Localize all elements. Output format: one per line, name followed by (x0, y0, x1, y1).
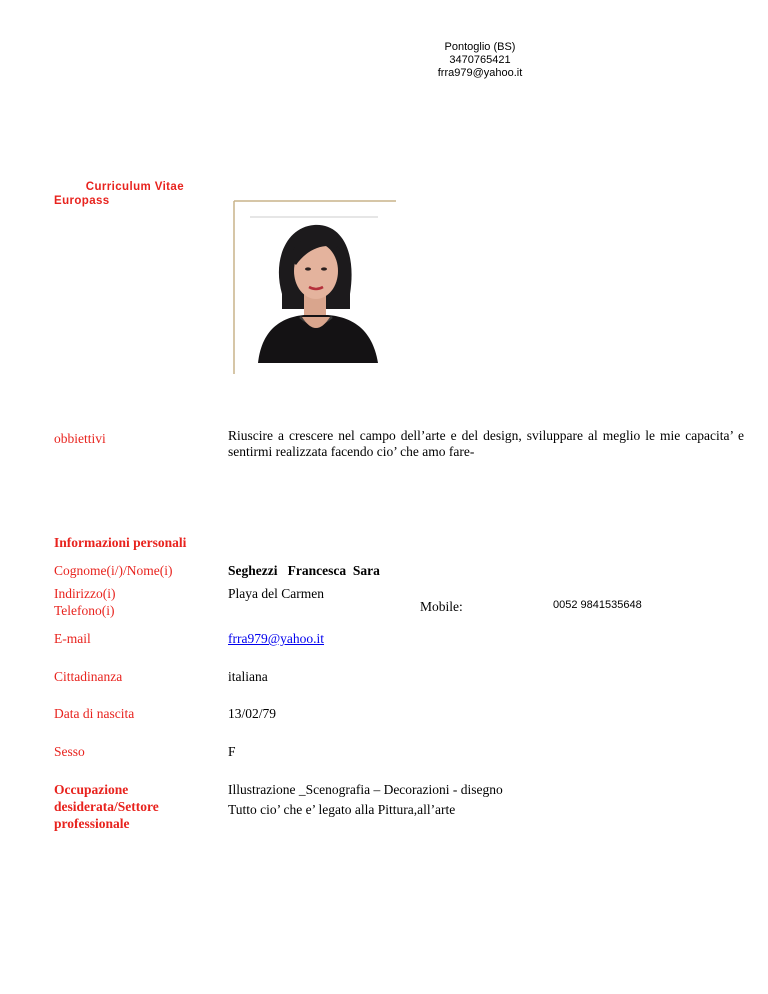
mobile-label: Mobile: (420, 599, 463, 614)
objectives-label: obbiettivi (54, 431, 106, 446)
sex-label: Sesso (54, 744, 85, 759)
occupation-label-line-3: professionale (54, 816, 130, 831)
header-city: Pontoglio (BS) (444, 41, 516, 53)
email-label: E-mail (54, 631, 91, 646)
objectives-text: Riuscire a crescere nel campo dell’arte e del design, sviluppare al meglio le mie capacita’ e sentirmi realizzata facendo cio’ che amo fare- (228, 428, 744, 459)
occupation-line-2: Tutto cio’ che e’ legato alla Pittura,all’arte (228, 802, 456, 817)
address-value: Playa del Carmen (228, 586, 324, 601)
occupation-label-line-2: desiderata/Settore (54, 799, 159, 814)
birthdate-label: Data di nascita (54, 706, 135, 721)
photo-illustration (232, 199, 396, 374)
sex-value: F (228, 744, 236, 759)
europass-brand (54, 180, 184, 208)
name-value: Seghezzi Francesca Sara (228, 563, 380, 578)
occupation-label (54, 781, 159, 832)
mobile-value: 0052 9841535648 (553, 599, 642, 611)
brand-line-2: Europass (54, 195, 110, 207)
address-label: Indirizzo(i) (54, 586, 116, 601)
phone-label: Telefono(i) (54, 603, 115, 618)
citizenship-label: Cittadinanza (54, 669, 123, 684)
name-label: Cognome(i/)/Nome(i) (54, 563, 173, 578)
birthdate-value: 13/02/79 (228, 706, 277, 721)
citizenship-value: italiana (228, 669, 268, 684)
occupation-line-1: Illustrazione _Scenografia – Decorazioni - disegno (228, 782, 503, 797)
email-link[interactable]: frra979@yahoo.it (228, 631, 325, 646)
header-phone: 3470765421 (449, 54, 511, 66)
header-email: frra979@yahoo.it (437, 67, 523, 79)
brand-line-1: Curriculum Vitae (85, 181, 184, 193)
profile-photo (232, 199, 396, 374)
personal-section-title: Informazioni personali (54, 535, 187, 550)
occupation-label-line-1: Occupazione (54, 782, 129, 797)
